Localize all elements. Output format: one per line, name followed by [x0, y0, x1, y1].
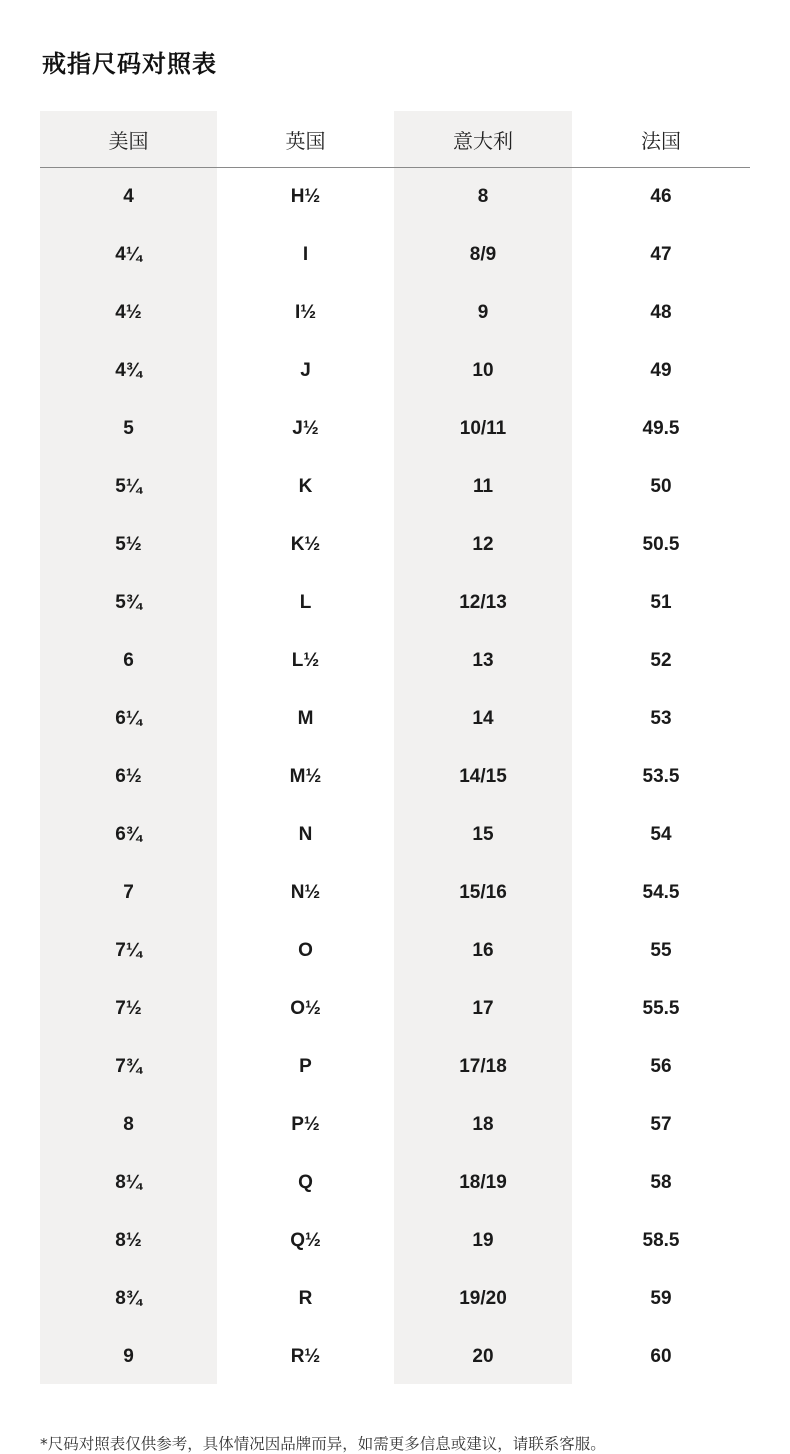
uk-size-cell: O½	[290, 998, 321, 1019]
france-size-cell: 50.5	[642, 534, 680, 555]
uk-size-cell: R½	[290, 1346, 321, 1367]
france-size-cell: 53.5	[642, 766, 680, 787]
us-size-cell: 7	[123, 882, 134, 903]
uk-size-cell: M	[297, 708, 314, 729]
table-row	[40, 400, 750, 458]
table-row	[40, 516, 750, 574]
italy-size-cell: 18/19	[459, 1172, 507, 1193]
table-row	[40, 690, 750, 748]
us-size-cell: 5	[123, 418, 134, 439]
table-row	[40, 284, 750, 342]
italy-size-cell: 10/11	[459, 418, 507, 439]
table-row	[40, 574, 750, 632]
italy-size-cell: 16	[472, 940, 494, 961]
table-row	[40, 226, 750, 284]
uk-size-cell: M½	[289, 766, 322, 787]
italy-size-cell: 12	[472, 534, 494, 555]
france-size-cell: 54	[650, 824, 672, 845]
france-size-cell: 49.5	[642, 418, 680, 439]
header-italy: 意大利	[453, 128, 513, 153]
uk-size-cell: J½	[292, 418, 319, 439]
uk-size-cell: K½	[290, 534, 321, 555]
italy-size-cell: 8/9	[469, 244, 497, 265]
uk-size-cell: Q½	[290, 1230, 321, 1251]
table-row	[40, 1212, 750, 1270]
us-size-cell: 5½	[115, 534, 142, 555]
italy-size-cell: 15/16	[459, 882, 507, 903]
france-size-cell: 52	[650, 650, 672, 671]
table-row	[40, 980, 750, 1038]
france-size-cell: 55.5	[642, 998, 680, 1019]
italy-size-cell: 9	[477, 302, 489, 323]
uk-size-cell: O	[298, 940, 313, 961]
uk-size-cell: H½	[290, 186, 321, 207]
table-row	[40, 1154, 750, 1212]
italy-size-cell: 15	[472, 824, 494, 845]
table-header	[40, 111, 750, 168]
italy-size-cell: 8	[477, 186, 489, 207]
us-size-cell: 8	[123, 1114, 134, 1135]
table-row	[40, 1038, 750, 1096]
uk-size-cell: L½	[291, 650, 320, 671]
uk-size-cell: Q	[298, 1172, 313, 1193]
france-size-cell: 54.5	[642, 882, 680, 903]
france-size-cell: 58	[650, 1172, 672, 1193]
us-size-cell: 7¼	[115, 940, 142, 961]
france-size-cell: 59	[650, 1288, 672, 1309]
uk-size-cell: P½	[291, 1114, 320, 1135]
france-size-cell: 58.5	[642, 1230, 680, 1251]
table-row	[40, 922, 750, 980]
us-size-cell: 7¾	[115, 1056, 142, 1077]
table-body	[40, 168, 750, 1386]
us-size-cell: 8¾	[115, 1288, 142, 1309]
italy-size-cell: 20	[472, 1346, 494, 1367]
header-france: 法国	[641, 128, 681, 153]
italy-size-cell: 17	[472, 998, 494, 1019]
france-size-cell: 57	[650, 1114, 672, 1135]
us-size-cell: 6	[123, 650, 134, 671]
ring-size-table	[40, 111, 750, 1386]
italy-size-cell: 19/20	[459, 1288, 507, 1309]
table-row	[40, 1328, 750, 1386]
france-size-cell: 47	[650, 244, 672, 265]
table-row	[40, 1270, 750, 1328]
france-size-cell: 53	[650, 708, 672, 729]
us-size-cell: 4½	[115, 302, 142, 323]
us-size-cell: 5¼	[115, 476, 142, 497]
header-uk: 英国	[285, 128, 326, 153]
italy-size-cell: 12/13	[459, 592, 507, 613]
table-row	[40, 806, 750, 864]
us-size-cell: 7½	[115, 998, 142, 1019]
italy-size-cell: 18	[472, 1114, 494, 1135]
page-title: 戒指尺码对照表	[42, 50, 217, 78]
italy-size-cell: 13	[472, 650, 494, 671]
us-size-cell: 6¾	[115, 824, 142, 845]
us-size-cell: 4¾	[115, 360, 142, 381]
table-row	[40, 864, 750, 922]
italy-size-cell: 14	[472, 708, 494, 729]
italy-size-cell: 11	[472, 476, 494, 497]
italy-size-cell: 10	[472, 360, 494, 381]
table-row	[40, 632, 750, 690]
us-size-cell: 6¼	[115, 708, 142, 729]
uk-size-cell: L	[299, 592, 312, 613]
table-row	[40, 168, 750, 226]
table-row	[40, 748, 750, 806]
uk-size-cell: K	[298, 476, 313, 497]
uk-size-cell: I½	[294, 302, 317, 323]
uk-size-cell: I	[302, 244, 309, 265]
uk-size-cell: N	[298, 824, 313, 845]
us-size-cell: 6½	[115, 766, 142, 787]
table-row	[40, 342, 750, 400]
header-us: 美国	[108, 128, 149, 153]
france-size-cell: 46	[650, 186, 672, 207]
table-row	[40, 1096, 750, 1154]
france-size-cell: 49	[650, 360, 672, 381]
france-size-cell: 60	[650, 1346, 672, 1367]
uk-size-cell: J	[300, 360, 311, 381]
table-row	[40, 458, 750, 516]
france-size-cell: 50	[650, 476, 672, 497]
italy-size-cell: 14/15	[459, 766, 507, 787]
italy-size-cell: 19	[472, 1230, 494, 1251]
footnote: *尺码对照表仅供参考，具体情况因品牌而异，如需更多信息或建议，请联系客服。	[40, 1435, 606, 1453]
france-size-cell: 55	[650, 940, 672, 961]
us-size-cell: 5¾	[115, 592, 142, 613]
us-size-cell: 4	[123, 186, 134, 207]
italy-size-cell: 17/18	[459, 1056, 507, 1077]
uk-size-cell: R	[298, 1288, 313, 1309]
us-size-cell: 8¼	[115, 1172, 142, 1193]
uk-size-cell: N½	[290, 882, 321, 903]
france-size-cell: 56	[650, 1056, 672, 1077]
uk-size-cell: P	[299, 1056, 312, 1077]
us-size-cell: 4¼	[115, 244, 142, 265]
us-size-cell: 8½	[115, 1230, 142, 1251]
france-size-cell: 48	[650, 302, 672, 323]
france-size-cell: 51	[650, 592, 672, 613]
us-size-cell: 9	[123, 1346, 134, 1367]
